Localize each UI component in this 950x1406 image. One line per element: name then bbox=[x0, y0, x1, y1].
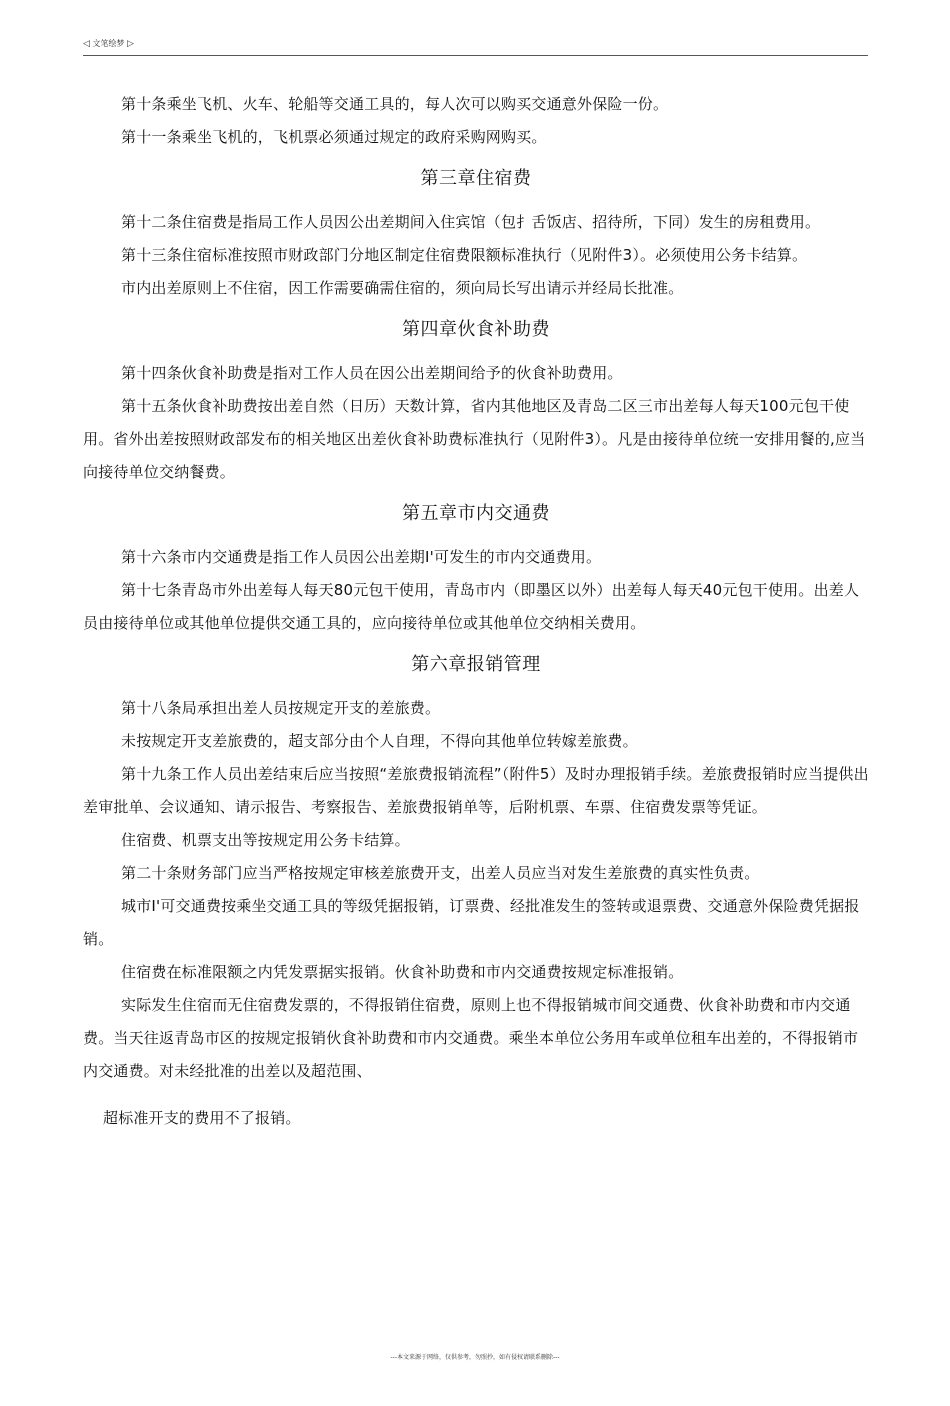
paragraph: 住宿费、机票支出等按规定用公务卡结算。 bbox=[121, 831, 410, 849]
chapter-heading: 第六章报销管理 bbox=[411, 654, 541, 675]
chapter-heading: 第四章伙食补助费 bbox=[402, 319, 550, 340]
page-header bbox=[83, 38, 868, 56]
paragraph: 第十二条住宿费是指局工作人员因公出差期间入住宾馆（包扌舌饭店、招待所，下同）发生的房租费用。 bbox=[121, 213, 821, 231]
paragraph: 第十七条青岛市外出差每人每天80元包干使用，青岛市内（即墨区以外）出差每人每天40元包干使用。出差人员由接待单位或其他单位提供交通工具的，应向接待单位或其他单位交纳相关费用。 bbox=[83, 581, 860, 632]
paragraph: 第十四条伙食补助费是指对工作人员在因公出差期间给予的伙食补助费用。 bbox=[121, 364, 623, 382]
paragraph: 第十三条住宿标准按照市财政部门分地区制定住宿费限额标准执行（见附件3）。必须使用公务卡结算。 bbox=[121, 246, 808, 264]
paragraph: 第十一条乘坐飞机的，飞机票必须通过规定的政府采购网购买。 bbox=[121, 128, 547, 146]
document-body bbox=[83, 88, 869, 1135]
right-triangle-icon: ▷ bbox=[127, 39, 134, 49]
paragraph: 城市I'可交通费按乘坐交通工具的等级凭据报销，订票费、经批准发生的签转或退票费、交通意外保险费凭据报销。 bbox=[83, 897, 860, 948]
paragraph: 住宿费在标准限额之内凭发票据实报销。伙食补助费和市内交通费按规定标准报销。 bbox=[121, 963, 684, 981]
paragraph: 第十八条局承担出差人员按规定开支的差旅费。 bbox=[121, 699, 441, 717]
paragraph: 第十五条伙食补助费按出差自然（日历）天数计算，省内其他地区及青岛二区三市出差每人每天100元包干使用。省外出差按照财政部发布的相关地区出差伙食补助费标准执行（见附件3）。凡是由接待单位统一安排用餐的,应当向接待单位交纳餐费。 bbox=[83, 397, 866, 481]
paragraph: 未按规定开支差旅费的，超支部分由个人自理，不得向其他单位转嫁差旅费。 bbox=[121, 732, 638, 750]
header-brand: 文笔绘梦 bbox=[92, 39, 125, 48]
paragraph: 第十条乘坐飞机、火车、轮船等交通工具的，每人次可以购买交通意外保险一份。 bbox=[121, 95, 669, 113]
paragraph: 市内出差原则上不住宿，因工作需要确需住宿的，须向局长写出请示并经局长批准。 bbox=[121, 279, 684, 297]
paragraph: 第十九条工作人员出差结束后应当按照“差旅费报销流程”（附件5）及时办理报销手续。差旅费报销时应当提供出差审批单、会议通知、请示报告、考察报告、差旅费报销单等，后附机票、车票、住宿费发票等凭证。 bbox=[83, 765, 869, 816]
paragraph: 第二十条财务部门应当严格按规定审核差旅费开支，出差人员应当对发生差旅费的真实性负责。 bbox=[121, 864, 760, 882]
paragraph: 第十六条市内交通费是指工作人员因公出差期I'可发生的市内交通费用。 bbox=[121, 548, 602, 566]
chapter-heading: 第三章住宿费 bbox=[420, 168, 532, 189]
paragraph: 超标准开支的费用不了报销。 bbox=[103, 1109, 301, 1127]
left-triangle-icon: ◁ bbox=[83, 39, 90, 49]
paragraph: 实际发生住宿而无住宿费发票的，不得报销住宿费，原则上也不得报销城市间交通费、伙食补助费和市内交通费。当天往返青岛市区的按规定报销伙食补助费和市内交通费。乘坐本单位公务用车或单位租车出差的，不得报销市内交通费。对未经批准的出差以及超范围、 bbox=[83, 996, 859, 1080]
chapter-heading: 第五章市内交通费 bbox=[402, 503, 550, 524]
page-footer: ---本文来源于网络，仅供参考，勿照抄，如有侵权请联系删除--- bbox=[390, 1354, 560, 1361]
